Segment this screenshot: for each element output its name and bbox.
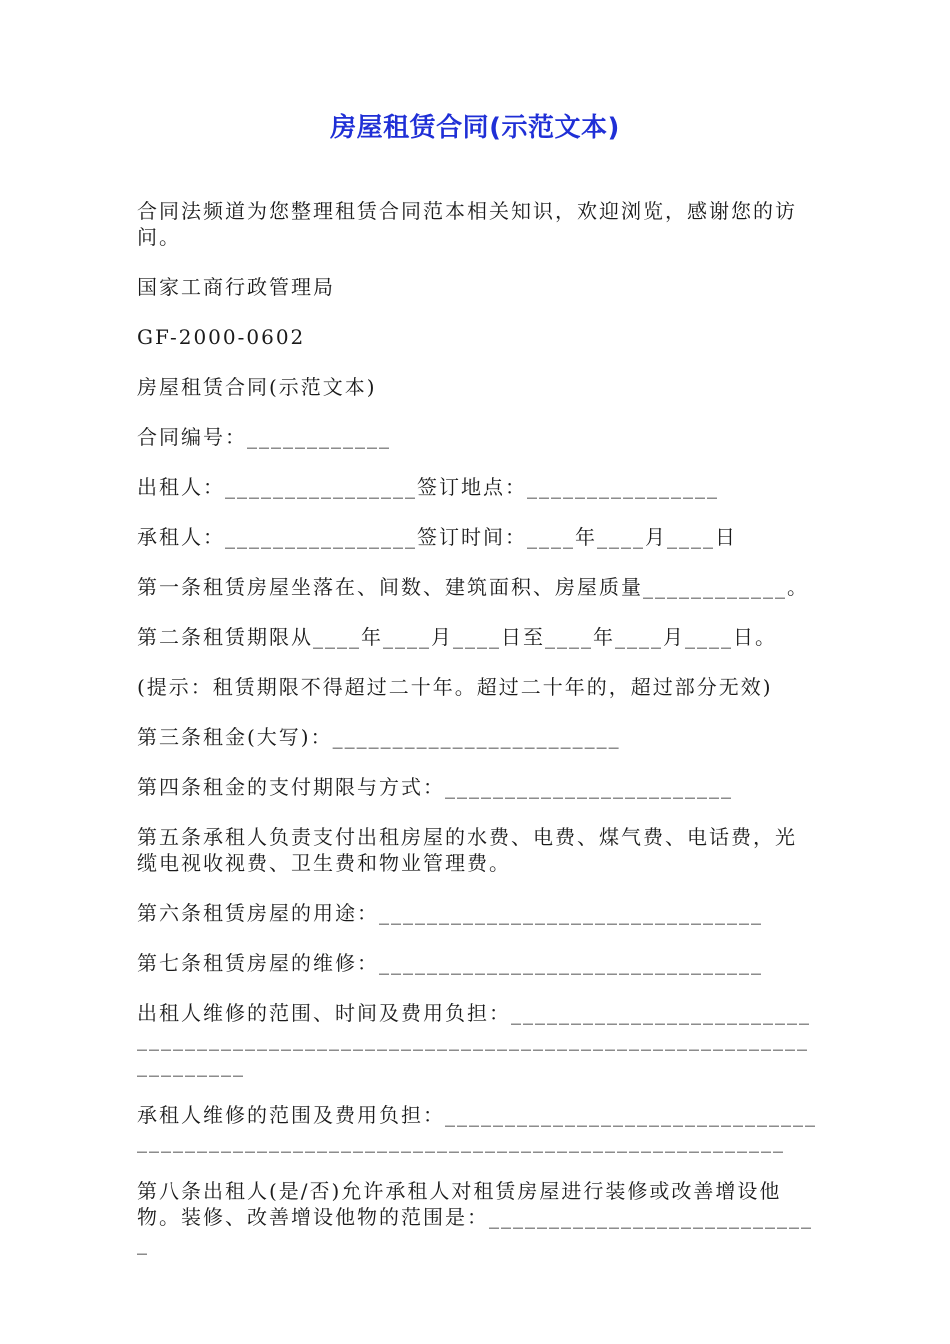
intro-paragraph: 合同法频道为您整理租赁合同范本相关知识，欢迎浏览，感谢您的访问。 bbox=[137, 199, 797, 249]
article-2: 第二条租赁期限从____年____月____日至____年____月____日。 bbox=[137, 625, 777, 649]
article-4: 第四条租金的支付期限与方式：________________________ bbox=[137, 775, 733, 799]
contract-number-line: 合同编号：____________ bbox=[137, 425, 391, 449]
document-body bbox=[137, 198, 817, 1280]
lessor-repair-clause: 出租人维修的范围、时间及费用负担：__________________________________________________________________________________________ bbox=[137, 1001, 811, 1077]
article-6: 第六条租赁房屋的用途：________________________________ bbox=[137, 901, 763, 925]
article-8: 第八条出租人(是/否)允许承租人对租赁房屋进行装修或改善增设他物。装修、改善增设他物的范围是：____________________________ bbox=[137, 1179, 813, 1255]
article-2-note: (提示：租赁期限不得超过二十年。超过二十年的，超过部分无效) bbox=[137, 675, 773, 699]
article-7: 第七条租赁房屋的维修：________________________________ bbox=[137, 951, 763, 975]
issuer-line: 国家工商行政管理局 bbox=[137, 275, 335, 299]
article-5: 第五条承租人负责支付出租房屋的水费、电费、煤气费、电话费，光缆电视收视费、卫生费和物业管理费。 bbox=[137, 825, 797, 875]
document-title: 房屋租赁合同(示范文本) bbox=[330, 113, 620, 143]
lessor-line: 出租人：________________签订地点：________________ bbox=[137, 475, 719, 499]
article-1: 第一条租赁房屋坐落在、间数、建筑面积、房屋质量____________。 bbox=[137, 575, 809, 599]
contract-name: 房屋租赁合同(示范文本) bbox=[137, 375, 377, 399]
lessee-repair-clause: 承租人维修的范围及费用负担：_____________________________________________________________________________________ bbox=[137, 1103, 817, 1153]
article-3: 第三条租金(大写)：________________________ bbox=[137, 725, 621, 749]
document-code: GF-2000-0602 bbox=[137, 325, 306, 349]
lessee-line: 承租人：________________签订时间：____年____月____日 bbox=[137, 525, 737, 549]
